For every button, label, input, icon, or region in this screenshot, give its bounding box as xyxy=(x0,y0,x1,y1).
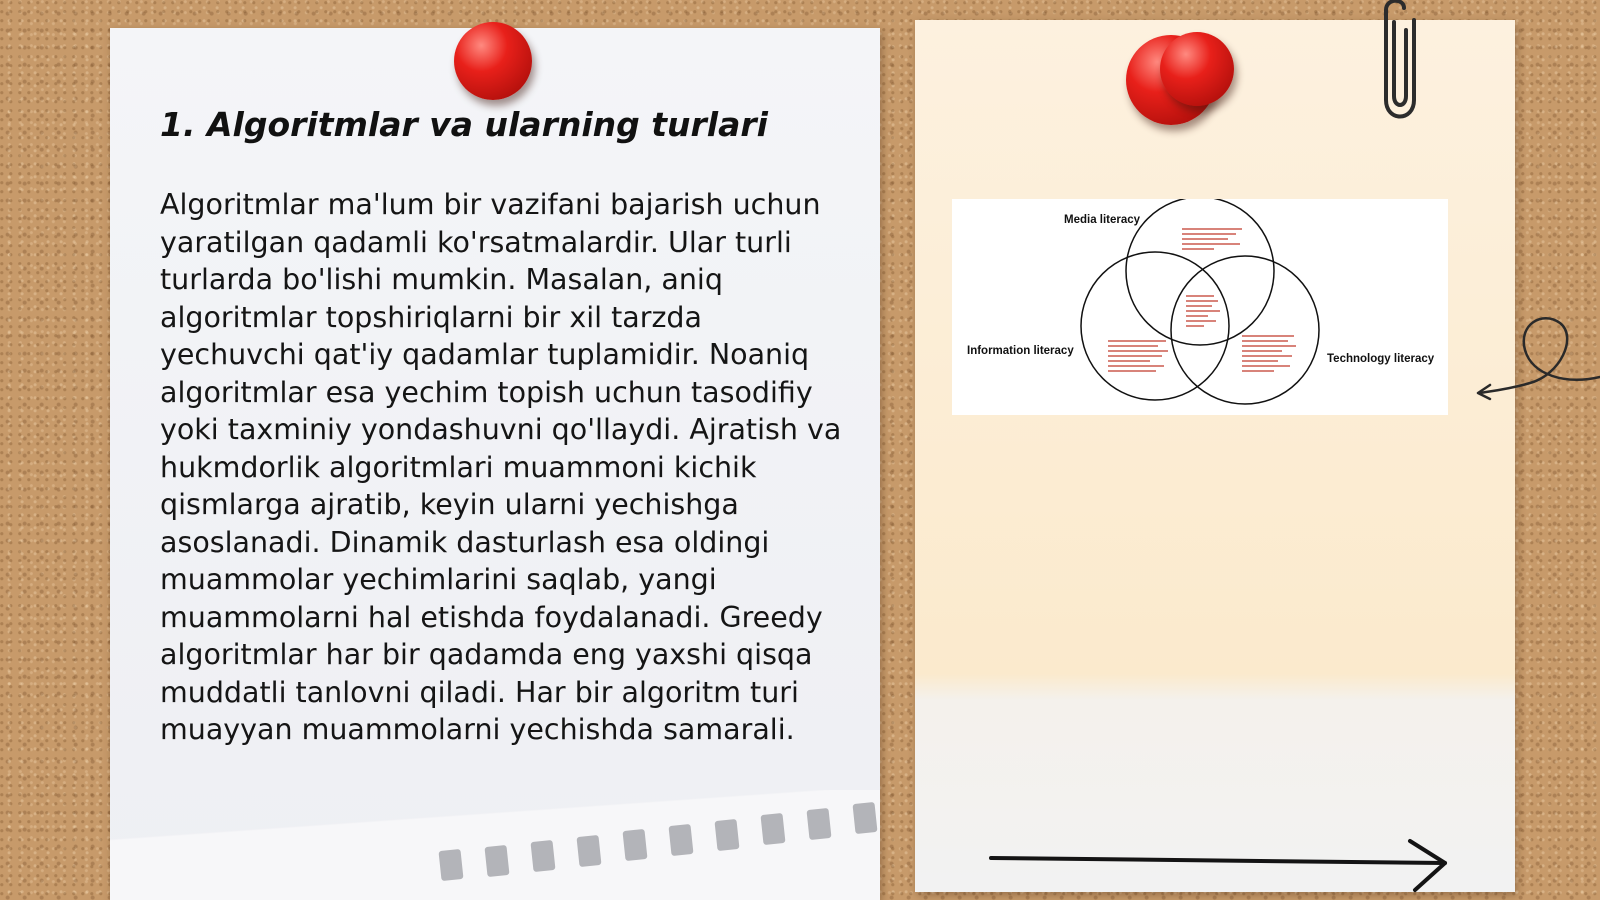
venn-diagram-svg xyxy=(952,199,1448,415)
paper-clip-icon xyxy=(1376,0,1422,124)
torn-tab xyxy=(714,819,739,851)
venn-note-lines-information xyxy=(1108,341,1168,371)
arrow-right-icon xyxy=(985,838,1455,896)
venn-diagram xyxy=(952,199,1448,415)
venn-label-technology: Technology literacy xyxy=(1327,353,1435,365)
venn-note-lines-technology xyxy=(1242,336,1296,371)
venn-label-media: Media literacy xyxy=(1064,214,1141,226)
venn-circle-information xyxy=(1081,252,1229,400)
slide-title: 1. Algoritmlar va ularning turlari xyxy=(160,105,768,144)
venn-note-lines-center xyxy=(1186,296,1220,326)
torn-tab xyxy=(484,845,509,877)
push-pin-icon xyxy=(1160,32,1234,106)
torn-tab xyxy=(622,829,647,861)
torn-tab xyxy=(806,808,831,840)
venn-note-lines-media xyxy=(1182,229,1242,249)
torn-tab xyxy=(852,802,877,834)
note-paper-right xyxy=(915,20,1515,892)
venn-label-information: Information literacy xyxy=(967,345,1074,357)
torn-tab xyxy=(576,835,601,867)
torn-paper-edge xyxy=(110,790,880,900)
torn-tab xyxy=(530,840,555,872)
torn-tab xyxy=(668,824,693,856)
slide-body-text: Algoritmlar ma'lum bir vazifani bajarish uchun yaratilgan qadamli ko'rsatmalardir. Ular turli turlarda bo'lishi mumkin. Masalan, aniq algoritmlar topshiriqlarni bir xil tarzda yechuvchi qat'iy qadamlar tuplamidir. Noaniq algoritmlar esa yechim topish uchun tasodifiy yoki taxminiy yondashuvni qo'llaydi. Ajratish va hukmdorlik algoritmlari muammoni kichik qismlarga ajratib, keyin ularni yechishga asoslanadi. Dinamik dasturlash esa oldingi muammolar yechimlarini saqlab, yangi muammolarni hal etishda foydalanadi. Greedy algoritmlar har bir qadamda eng yaxshi qisqa muddatli tanlovni qiladi. Har bir algoritm turi muayyan muammolarni yechishda samarali. xyxy=(160,188,842,746)
push-pin-icon xyxy=(454,22,532,100)
torn-tab xyxy=(438,849,463,881)
torn-tab xyxy=(760,813,785,845)
loop-arrow-icon xyxy=(1470,305,1600,415)
